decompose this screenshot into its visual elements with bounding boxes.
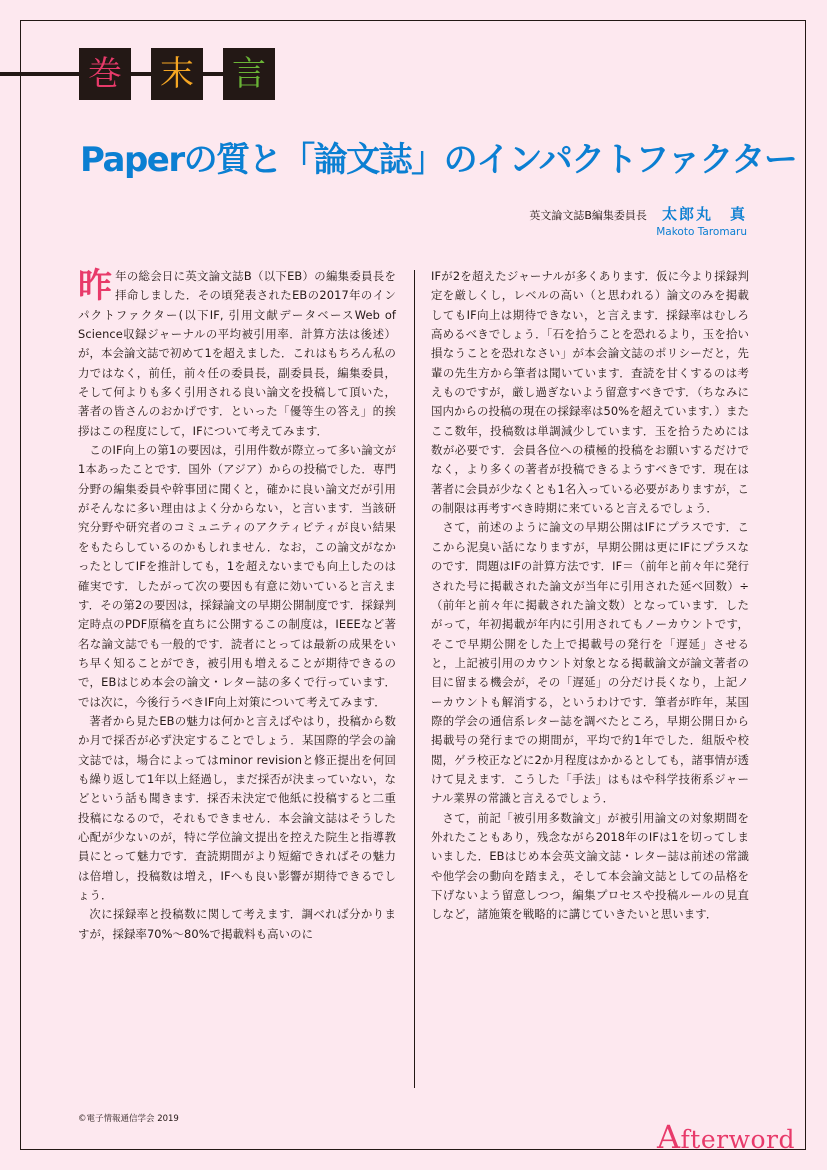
header-kanji-2: 末 — [151, 48, 203, 100]
right-column — [431, 267, 749, 925]
left-column — [78, 267, 396, 944]
paragraph-text: 年の総会日に英文論文誌B（以下EB）の編集委員長を拝命しました．その頃発表されたEBの2017年のインパクトファクター(以下IF, 引用文献データベースWeb of Science収録ジャーナルの平均被引用率．計算方法は後述）が，本会論文誌で初めて1を超えました．これはもちろん私の力ではなく，前任，前々任の委員長，副委員長，編集委員，そして何よりも多く引用される良い論文を投稿して頂いた，著者の皆さんのおかげです．といった「優等生の答え」的挨拶はこの程度にして，IFについて考えてみます． — [78, 269, 396, 438]
column-divider — [414, 270, 415, 1088]
author-block — [529, 203, 747, 238]
author-name: 太郎丸 真 — [661, 205, 747, 223]
afterword-logo — [657, 1118, 795, 1156]
paragraph: IFが2を超えたジャーナルが多くあります．仮に今より採録判定を厳しくし，レベルの高い（と思われる）論文のみを掲載してもIF向上は期待できない，と言えます．採録率はむしろ高めるべきでしょう．「石を拾うことを恐れるより，玉を拾い損なうことを恐れなさい」が本会論文誌のポリシーだと，先輩の先生方から筆者は聞いています．査読を甘くするのは考えものですが，厳し過ぎないよう留意すべきです．（ちなみに国内からの投稿の現在の採録率は50%を超えています．）また ここ数年，投稿数は単調減少しています．玉を拾うためには数が必要です．会員各位への積極的投稿をお願いするだけでなく，より多くの著者が投稿できるようすべきです．現在は著者に会員が少なくとも1名入っている必要がありますが，この制限は再考すべき時期に来ていると言えるでしょう． — [431, 269, 749, 516]
article-title: Paperの質と「論文誌」のインパクトファクター — [80, 140, 797, 180]
paragraph: このIF向上の第1の要因は，引用件数が際立って多い論文が1本あったことです．国外（アジア）からの投稿でした．専門分野の編集委員や幹事団に聞くと，確かに良い論文だが引用がそんなに多い理由はよく分からない，と言います．当該研究分野や研究者のコミュニティのアクティビティが良い結果をもたらしているのかもしれません．なお，この論文がなかったとしてIFを推計しても，1を超えないまでも向上したのは確実です．したがって次の要因も有意に効いていると言えます．その第2の要因は，採録論文の早期公開制度です．採録判定時点のPDF原稿を直ちに公開するこの制度は，IEEEなど著名な論文誌でも一般的です．読者にとっては最新の成果をいち早く知ることができ，被引用も増えることが期待できるので，EBはじめ本会の論文・レター誌の多くで行っています．では次に，今後行うべきIF向上対策について考えてみます． — [78, 443, 396, 709]
paragraph: 著者から見たEBの魅力は何かと言えばやはり，投稿から数か月で採否が必ず決定することでしょう．某国際的学会の論文誌では，場合によってはminor revisionと修正提出を何回も繰り返して1年以上経過し，まだ採否が決まっていない，などという話も聞きます．採否未決定で他紙に投稿すると二重投稿になるので，それもできません．本会論文誌はそうした心配が少ないのが，特に学位論文提出を控えた院生と指導教員にとって魅力です．査読期間がより短縮できればその魅力は倍増し，投稿数は増え，IFへも良い影響が期待できるでしょう． — [78, 713, 396, 902]
copyright: ©電子情報通信学会 2019 — [78, 1114, 179, 1124]
paragraph: さて，前記「被引用多数論文」が被引用論文の対象期間を外れたこともあり，残念ながら2018年のIFは1を切ってしまいました．EBはじめ本会英文論文誌・レター誌は前述の常識や他学会の動向を踏まえ，そして本会論文誌としての品格を下げないよう留意しつつ，編集プロセスや投稿ルールの見直しなど，諸施策を戦略的に講じていきたいと思います． — [431, 810, 749, 922]
afterword-rest: fterword — [680, 1125, 795, 1154]
paragraph: 次に採録率と投稿数に関して考えます．調べれば分かりますが，採録率70%～80%で掲載料も高いのに — [78, 907, 396, 941]
author-role: 英文論文誌B編集委員長 — [529, 209, 647, 222]
header-kanji-1: 巻 — [79, 48, 131, 100]
paragraph — [78, 267, 396, 441]
drop-cap: 昨 — [78, 266, 113, 306]
header-kanji-3: 言 — [223, 48, 275, 100]
author-romaji: Makoto Taromaru — [656, 226, 747, 238]
paragraph: さて，前述のように論文の早期公開はIFにプラスです．ここから泥臭い話になりますが，早期公開は更にIFにプラスなのです．問題はIFの計算方法です．IF＝（前年と前々年に発行された号に掲載された論文が当年に引用された延べ回数）÷（前年と前々年に掲載された論文数）となっています．したがって，年初掲載が年内に引用されてもノーカウントです，そこで早期公開をした上で掲載号の発行を「遅延」させると，上記被引用のカウント対象となる掲載論文が論文著者の目に留まる機会が，その「遅延」の分だけ長くなり，上記ノーカウントも解消する，というわけです．筆者が昨年，某国際的学会の通信系レター誌を調べたところ，早期公開日から掲載号の発行までの期間が，平均で約1年でした．組版や校閲，ゲラ校正などに2か月程度はかかるとしても，諸事情が透けて見えます．こうした「手法」はもはや科学技術系ジャーナル業界の常識と言えるでしょう． — [431, 520, 749, 806]
afterword-initial: A — [656, 1118, 681, 1156]
